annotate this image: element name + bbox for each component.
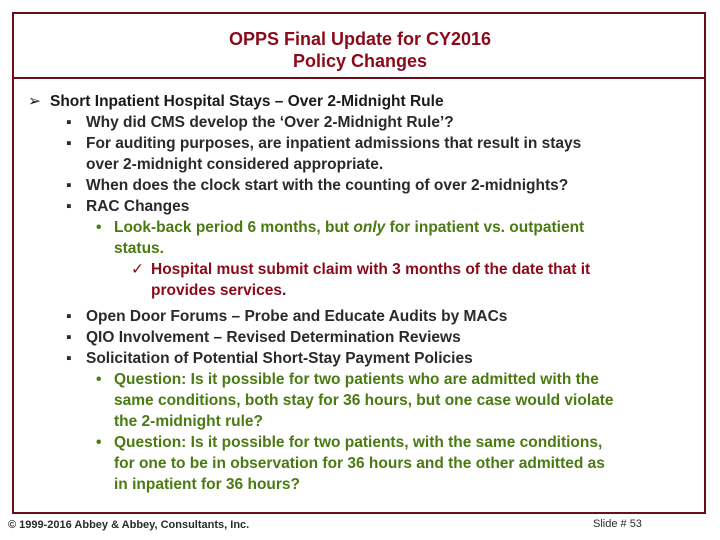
bullet-lookback-line1 <box>114 217 584 238</box>
square-bullet-icon: ▪ <box>66 308 72 325</box>
bullet-solicitation: Solicitation of Potential Short-Stay Payment Policies <box>86 350 473 367</box>
bullet-question2-line1: Question: Is it possible for two patients, with the same conditions, <box>114 434 603 451</box>
footer-copyright: © 1999-2016 Abbey & Abbey, Consultants, Inc. <box>8 519 250 531</box>
dot-bullet-icon: • <box>96 371 102 388</box>
check-bullet-icon: ✓ <box>131 261 144 278</box>
bullet-question2-line3: in inpatient for 36 hours? <box>114 476 301 493</box>
bullet-why-cms: Why did CMS develop the ‘Over 2-Midnight Rule’? <box>86 114 454 131</box>
slide-number: Slide # 53 <box>593 518 642 530</box>
title-divider <box>12 77 706 79</box>
provides-services-text: provides services <box>151 282 282 299</box>
lookback-emphasis: only <box>353 219 386 236</box>
square-bullet-icon: ▪ <box>66 350 72 367</box>
bullet-rac-changes: RAC Changes <box>86 198 190 215</box>
lookback-text-post: for inpatient vs. outpatient <box>385 219 585 236</box>
square-bullet-icon: ▪ <box>66 135 72 152</box>
bullet-auditing-line1: For auditing purposes, are inpatient admissions that result in stays <box>86 135 582 152</box>
square-bullet-icon: ▪ <box>66 198 72 215</box>
bullet-lookback-line2: status. <box>114 240 164 257</box>
bullet-l1: Short Inpatient Hospital Stays – Over 2-Midnight Rule <box>50 93 444 110</box>
bullet-question1-line1: Question: Is it possible for two patients who are admitted with the <box>114 371 599 388</box>
bullet-auditing-line2: over 2-midnight considered appropriate. <box>86 156 384 173</box>
bullet-qio: QIO Involvement – Revised Determination Reviews <box>86 329 461 346</box>
bullet-question1-line2: same conditions, both stay for 36 hours, but one case would violate <box>114 392 614 409</box>
arrow-bullet-icon: ➢ <box>28 93 41 110</box>
bullet-question2-line2: for one to be in observation for 36 hours and the other admitted as <box>114 455 605 472</box>
bullet-hospital-claim-line1: Hospital must submit claim with 3 months of the date that it <box>151 261 591 278</box>
bullet-clock-start: When does the clock start with the counting of over 2-midnights? <box>86 177 569 194</box>
title-line-2: Policy Changes <box>292 51 428 71</box>
bullet-question1-line3: the 2-midnight rule? <box>114 413 263 430</box>
title-line-1: OPPS Final Update for CY2016 <box>228 29 492 49</box>
dot-bullet-icon: • <box>96 219 102 236</box>
dot-bullet-icon: • <box>96 434 102 451</box>
lookback-text-pre: Look-back period 6 months, but <box>114 219 354 236</box>
square-bullet-icon: ▪ <box>66 329 72 346</box>
bullet-open-door: Open Door Forums – Probe and Educate Audits by MACs <box>86 308 508 325</box>
slide-title <box>0 28 720 72</box>
square-bullet-icon: ▪ <box>66 177 72 194</box>
provides-services-period: . <box>281 282 287 299</box>
bullet-hospital-claim-line2 <box>151 280 286 301</box>
square-bullet-icon: ▪ <box>66 114 72 131</box>
